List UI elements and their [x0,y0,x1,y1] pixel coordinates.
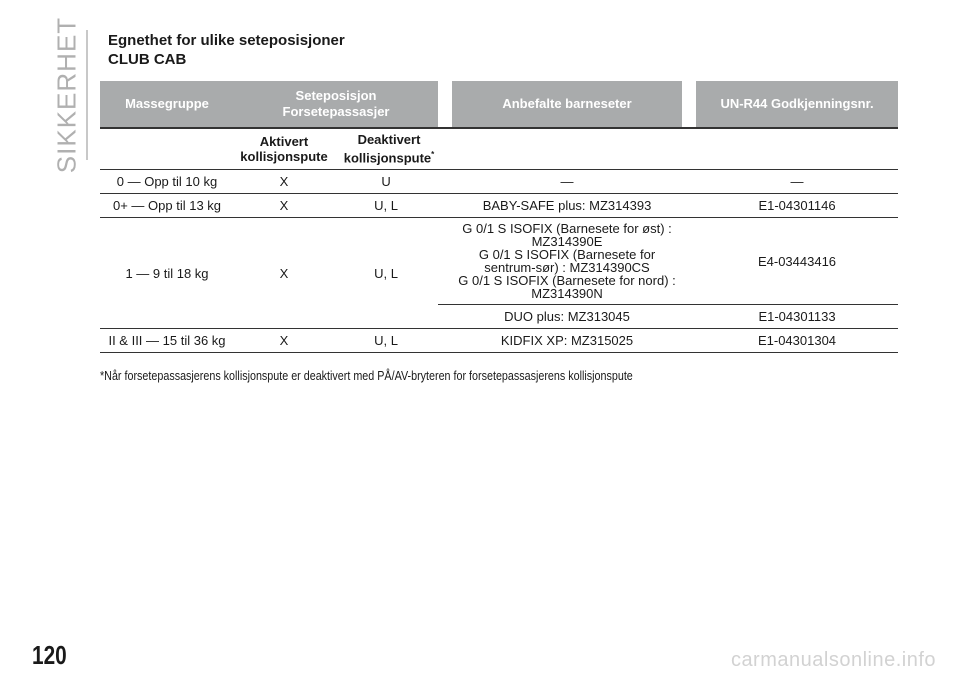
table-row [100,329,898,353]
seat-line: MZ314390N [531,286,603,301]
table-subheader-row [100,128,898,170]
cell-seat: DUO plus: MZ313045 [504,309,630,324]
cell-group: 0+ — Opp til 13 kg [112,198,222,213]
section-side-label [51,16,82,174]
suitability-table [100,81,898,353]
cell-deaktivert: U [381,174,391,189]
seat-line: sentrum-sør) : MZ314390CS [484,260,650,275]
subheader-aktivert-line2: kollisjonspute [240,149,328,164]
header-massegruppe: Massegruppe [100,81,234,128]
cell-deaktivert: U, L [374,265,398,281]
watermark: carmanualsonline.info [730,649,936,671]
cell-deaktivert: U, L [374,333,398,348]
seat-line: G 0/1 S ISOFIX (Barnesete for øst) : [462,221,672,236]
cell-aktivert: X [279,333,289,348]
header-gap [682,81,696,128]
header-godkjenning: UN-R44 Godkjenningsnr. [696,81,898,128]
table-row [100,218,898,305]
table-row [100,170,898,194]
cell-approval: E4-03443416 [696,218,898,305]
header-seteposisjon [234,81,438,128]
cell-seat: — [560,174,574,189]
cell-seat: BABY-SAFE plus: MZ314393 [482,198,652,213]
cell-aktivert: X [279,174,289,189]
cell-approval: E1-04301146 [758,198,836,213]
cell-approval: E1-04301304 [757,333,837,348]
cell-approval: — [790,174,804,189]
subheader-deaktivert-line1: Deaktivert [357,132,421,148]
subheader-deaktivert [334,128,438,170]
cell-aktivert: X [279,265,289,281]
cell-approval: E1-04301133 [758,309,836,324]
table-row [100,194,898,218]
cell-seat: KIDFIX XP: MZ315025 [500,333,634,348]
cell-group: 1 — 9 til 18 kg [125,265,209,281]
seat-line: G 0/1 S ISOFIX (Barnesete for nord) : [458,273,676,288]
cell-group: II & III — 15 til 36 kg [108,333,226,348]
subheader-aktivert [234,128,334,170]
section-side-label-text: SIKKERHET [51,16,82,174]
table-header-row [100,81,898,128]
header-seteposisjon-line2: Forsetepassasjer [282,104,390,119]
page-subtitle: CLUB CAB [108,51,187,68]
subheader-aktivert-line1: Aktivert [259,134,309,149]
cell-seat-multiline [452,218,682,305]
page-title: Egnethet for ulike seteposisjoner [108,32,345,49]
header-anbefalte: Anbefalte barneseter [452,81,682,128]
cell-group: 0 — Opp til 10 kg [116,174,218,189]
subheader-deaktivert-line2: kollisjonspute [343,150,432,166]
footnote: *Når forsetepassasjerens kollisjonspute er deaktivert med PÅ/AV-bryteren for forsetepassasjerens kollisjonspute [100,369,633,383]
seat-line: G 0/1 S ISOFIX (Barnesete for [478,247,656,262]
footnote-marker: * [431,150,435,160]
cell-deaktivert: U, L [374,198,398,213]
page-number: 120 [32,640,67,670]
cell-aktivert: X [279,198,289,213]
header-seteposisjon-line1: Seteposisjon [295,88,377,103]
seat-line: MZ314390E [531,234,603,249]
header-gap [438,81,452,128]
side-divider [86,30,88,160]
